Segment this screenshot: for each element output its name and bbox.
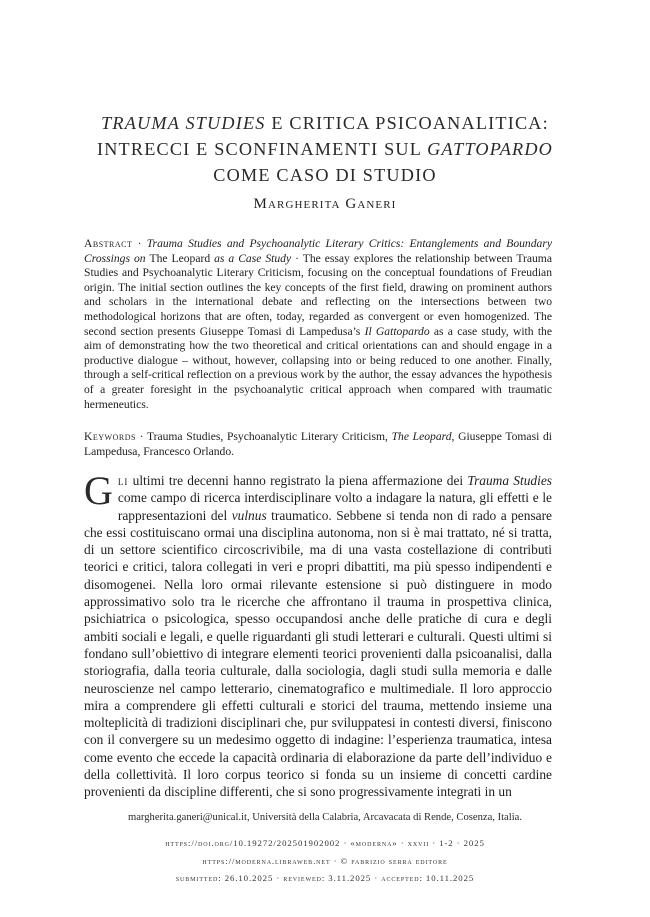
abstract-novel-title: Il Gattopardo <box>364 324 430 338</box>
keywords <box>84 430 552 459</box>
title-italic-gattopardo: GATTOPARDO <box>427 139 554 159</box>
abstract-label: Abstract <box>84 237 133 250</box>
abstract-body: · The essay explores the relationship between Trauma Studies and Psychoanalytic Literary Criticism, focusing on the conceptual foundations of Freudian origin. The initial section outlines the key concepts of the first field, drawing on prominent authors and scholars in the international debate and reflecting on the intersections between two methodological horizons that are often, today, regarded as convergent or even homogenized. The second section presents Giuseppe Tomasi di Lampedusa’s <box>84 251 552 338</box>
abstract-title-part-1: Trauma Studies and Psychoanalytic Literary Critics: Entanglements and Boundary Crossings on <box>84 237 552 265</box>
body-text-1: ultimi tre decenni hanno registrato la piena affermazione dei <box>128 473 468 488</box>
abstract-title-part-2: The Leopard <box>149 251 211 265</box>
body-italic-1: Trauma Studies <box>467 473 552 488</box>
keywords-text-1: · Trauma Studies, Psychoanalytic Literary Criticism, <box>135 430 392 443</box>
body-paragraph <box>84 468 553 801</box>
title-line-2 <box>60 136 590 162</box>
publisher-line: https://moderna.libraweb.net · © fabrizio serra editore <box>202 856 448 866</box>
body-text-2: come campo di ricerca interdisciplinare volto a indagare la natura, gli effetti e le rappresentazioni del <box>117 490 552 523</box>
author-name: Margherita Ganeri <box>253 196 397 212</box>
article-title <box>60 110 590 188</box>
abstract <box>84 237 552 412</box>
title-line-2-pre: INTRECCI E SCONFINAMENTI SUL <box>96 139 428 159</box>
drop-cap: G <box>84 468 113 513</box>
keywords-text-2: , Giuseppe Tomasi di Lampedusa, Francesco Orlando. <box>84 430 553 458</box>
body-text-3: traumatico. Sebbene si tenda non di rado a pensare che essi costituiscano ormai una disciplina autonoma, non si è mai trattato, né si tratta, di un settore scientifico circoscrivibile, ma di una vasta costellazione di contributi teorici e critici, talora collegati in veri e propri dibattiti, ma più spesso indipendenti e disomogenei. Nella loro ormai rilevante estensione si può distinguere in modo approssimativo solo tra le ricerche che affrontano il trauma in prospettiva clinica, psichiatrica o psicologica, spesso occupandosi anche delle pratiche di cura e degli ambiti sociali e legali, e quelle riguardanti gli studi letterari e culturali. Questi ultimi si fondano sull’obiettivo di integrare elementi teorici provenienti dalla psicoanalisi, dalla storiografia, dalla teoria culturale, dalla sociologia, dagli studi sulla memoria e dalle neuroscienze nel campo letterario, cinematografico e multimediale. Il loro approccio mira a comprendere gli effetti culturali e storici del trauma, mettendo insieme una molteplicità di tradizioni disciplinari che, pur sviluppatesi in contesti diversi, finiscono con il convergere su un medesimo oggetto di indagine: l’esperienza traumatica, intesa come evento che eccede la capacità ordinaria di elaborazione da parte dell’individuo e della collettività. Il loro corpus teorico si fonda su un insieme di concetti cardine provenienti da discipline differenti, che si sono progressivamente integrati in un <box>84 507 553 800</box>
doi-line: https://doi.org/10.19272/202501902002 · «moderna» · xxvii · 1-2 · 2025 <box>165 838 485 848</box>
body-italic-2: vulnus <box>231 507 267 523</box>
title-line-1 <box>60 110 590 136</box>
title-italic-trauma-studies: TRAUMA STUDIES <box>101 113 266 133</box>
abstract-body-2: as a case study, with the aim of demonstrating how the two theoretical and critical orientations can and should engage in a productive dialogue – without, however, collapsing into or being reduced to one another. Finally, through a self-critical reflection on a previous work by the author, the essay advances the hypothesis of a greater foresight in the psychoanalytic critical approach when compared with traumatic hermeneutics. <box>84 324 552 411</box>
author-affiliation-note: margherita.ganeri@unical.it, Università della Calabria, Arcavacata di Rende, Cosenza, Italia. <box>127 812 522 823</box>
abstract-title-part-3: as a Case Study <box>210 251 292 265</box>
keywords-label: Keywords <box>84 430 136 443</box>
keywords-italic: The Leopard <box>391 430 452 443</box>
first-word: li <box>117 473 129 488</box>
submission-dates-line: submitted: 26.10.2025 · reviewed: 3.11.2025 · accepted: 10.11.2025 <box>175 873 475 883</box>
title-line-3: COME CASO DI STUDIO <box>213 165 437 185</box>
title-line-1-rest: E CRITICA PSICOANALITICA: <box>265 113 549 133</box>
abstract-sep: · <box>132 237 147 250</box>
